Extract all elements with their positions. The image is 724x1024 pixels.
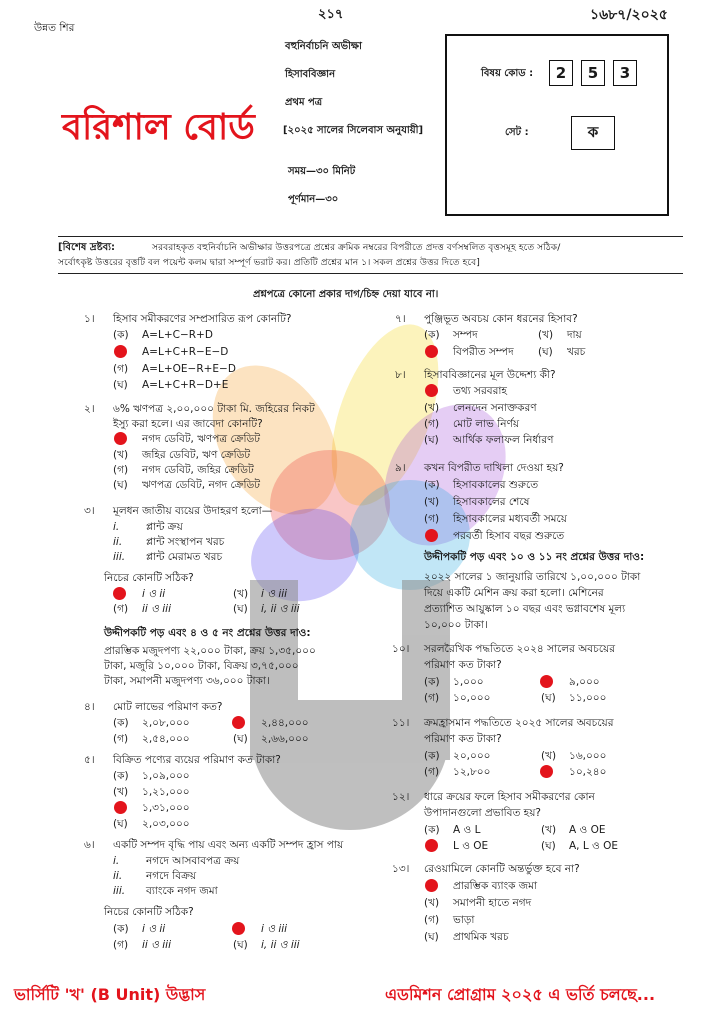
item-key: iii. xyxy=(113,885,126,897)
option-key: (ঘ) xyxy=(233,733,248,745)
option-key: (ঘ) xyxy=(113,379,128,391)
question-number: ৮। xyxy=(395,369,406,381)
option-text: ১,০৯,০০০ xyxy=(142,770,190,782)
item-text: নগদে বিক্রয় xyxy=(146,870,197,882)
option-text: মোট লাভ নির্ণয় xyxy=(453,418,520,430)
question-text: পরিমাণ কত টাকা? xyxy=(424,733,502,745)
option-text: ২,৬৬,০০০ xyxy=(261,733,309,745)
question-number: ১১। xyxy=(392,717,410,729)
option-key: (ঘ) xyxy=(541,692,556,704)
question-text: ক্রমহ্রাসমান পদ্ধতিতে ২০২৫ সালের অবচয়ের xyxy=(424,717,614,729)
subject-code-label: বিষয় কোড : xyxy=(481,68,534,79)
option-key: (ঘ) xyxy=(113,818,128,830)
option-text: হিসাবকালের মধ্যবর্তী সময়ে xyxy=(453,513,567,525)
option-key: (গ) xyxy=(424,513,440,525)
question-number: ১৩। xyxy=(392,863,410,875)
option-key: (ক) xyxy=(113,770,129,782)
stimulus-line: প্রারম্ভিক মজুদপণ্য ২২,০০০ টাকা, ক্রয় ১,৩৫,০০০ xyxy=(104,645,316,657)
option-key: (ক) xyxy=(113,717,129,729)
instruction-line: সর্বোৎকৃষ্ট উত্তরের বৃত্তটি বল পয়েন্ট কলম দ্বারা সম্পূর্ণ ভরাট কর। প্রতিটি প্রশ্নের মান ১। সকল প্রশ্নের উত্তর দিতে হবে] xyxy=(58,257,480,268)
option-text: ২,৫৪,০০০ xyxy=(142,733,190,745)
option-key: (ক) xyxy=(424,676,440,688)
option-text: ১২,৮০০ xyxy=(453,766,491,778)
answer-marked-dot xyxy=(113,587,126,600)
item-key: ii. xyxy=(113,536,123,548)
stimulus-lead: উদ্দীপকটি পড় এবং ৪ ও ৫ নং প্রশ্নের উত্তর দাও: xyxy=(104,627,311,639)
answer-marked-dot xyxy=(232,716,245,729)
question-number: ৭। xyxy=(395,313,406,325)
time-allowed: সময়—৩০ মিনিট xyxy=(288,166,356,177)
question-text: মূলধন জাতীয় ব্যয়ের উদাহরণ হলো— xyxy=(113,505,273,517)
option-text: দায় xyxy=(567,329,582,341)
option-text: A=L+C−R+D xyxy=(142,329,213,341)
option-text: ২,০৮,০০০ xyxy=(142,717,190,729)
page-number: ২১৭ xyxy=(318,7,344,22)
question-text: হিসাব সমীকরণের সম্প্রসারিত রূপ কোনটি? xyxy=(113,313,292,325)
option-text: ১১,০০০ xyxy=(569,692,607,704)
option-text: হিসাবকালের শুরুতে xyxy=(453,479,539,491)
question-number: ৫। xyxy=(84,754,95,766)
option-text: তথ্য সরবরাহ xyxy=(453,385,507,397)
option-text: ii ও iii xyxy=(142,603,171,615)
option-key: (ক) xyxy=(113,329,129,341)
option-text: নগদ ডেবিট, জহির ক্রেডিট xyxy=(142,464,254,476)
answer-marked-dot xyxy=(540,765,553,778)
item-key: iii. xyxy=(113,551,126,563)
which-correct: নিচের কোনটি সঠিক? xyxy=(104,906,194,918)
option-key: (ঘ) xyxy=(233,603,248,615)
option-key: (ক) xyxy=(424,750,440,762)
option-key: (গ) xyxy=(424,914,440,926)
option-key: (ঘ) xyxy=(424,931,439,943)
stimulus-line: টাকা, মজুরি ১০,০০০ টাকা, বিক্রয় ৩,৭৫,০০০ xyxy=(104,660,299,672)
option-text: লেনদেন সনাক্তকরণ xyxy=(453,402,537,414)
instruction-prefix: [বিশেষ দ্রষ্টব্য: xyxy=(58,242,116,253)
option-key: (খ) xyxy=(424,897,440,909)
paper-name: প্রথম পত্র xyxy=(285,97,323,108)
option-key: (খ) xyxy=(424,402,440,414)
subject-code-digit: 3 xyxy=(613,60,637,86)
answer-marked-dot xyxy=(114,345,127,358)
header-left-label: উন্নত শির xyxy=(34,22,75,34)
option-key: (ঘ) xyxy=(113,479,128,491)
option-text: হিসাবকালের শেষে xyxy=(453,496,530,508)
stimulus-line: টাকা, সমাপনী মজুদপণ্য ৩৬,০০০ টাকা। xyxy=(104,675,270,687)
option-key: (খ) xyxy=(538,329,554,341)
instruction-line: সরবরাহকৃত বহুনির্বাচনি অভীক্ষার উত্তরপত্রে প্রশ্নের ক্রমিক নম্বরের বিপরীতে প্রদত্ত বর্ণসম্বলিত বৃত্তসমূহ হতে সঠিক/ xyxy=(152,242,561,253)
item-key: i. xyxy=(113,855,120,867)
option-key: (ক) xyxy=(113,923,129,935)
subject-code-digit: 2 xyxy=(549,60,573,86)
option-text: প্রাথমিক খরচ xyxy=(453,931,509,943)
question-number: ৩। xyxy=(84,505,95,517)
option-key: (খ) xyxy=(541,750,557,762)
option-key: (ক) xyxy=(424,824,440,836)
warning-text: প্রশ্নপত্রে কোনো প্রকার দাগ/চিহ্ন দেয়া যাবে না। xyxy=(253,289,439,300)
item-key: ii. xyxy=(113,870,123,882)
answer-marked-dot xyxy=(425,345,438,358)
option-key: (গ) xyxy=(113,363,129,375)
question-number: ১২। xyxy=(392,791,410,803)
option-text: সম্পদ xyxy=(453,329,478,341)
item-text: নগদে আসবাবপত্র ক্রয় xyxy=(146,855,240,867)
option-text: i ও iii xyxy=(261,588,288,600)
option-text: খরচ xyxy=(567,346,586,358)
serial-number: ১৬৮৭/২০২৫ xyxy=(590,7,668,23)
option-text: ঋণপত্র ডেবিট, নগদ ক্রেডিট xyxy=(142,479,260,491)
option-text: ১,৩১,০০০ xyxy=(142,802,190,814)
option-text: বিপরীত সম্পদ xyxy=(453,346,514,358)
option-text: i, ii ও iii xyxy=(261,603,300,615)
item-text: প্লান্ট মেরামত খরচ xyxy=(146,551,223,563)
option-key: (ঘ) xyxy=(538,346,553,358)
option-text: ১০,২৪০ xyxy=(569,766,607,778)
option-text: ২০,০০০ xyxy=(453,750,491,762)
subject-name: হিসাববিজ্ঞান xyxy=(285,69,336,80)
option-key: (ক) xyxy=(424,329,440,341)
option-key: (ঘ) xyxy=(424,434,439,446)
answer-marked-dot xyxy=(114,801,127,814)
stimulus-line: ২০২২ সালের ১ জানুয়ারি তারিখে ১,০০,০০০ টাকা xyxy=(424,571,641,583)
option-text: ১৬,০০০ xyxy=(569,750,607,762)
option-text: ভাড়া xyxy=(453,914,475,926)
item-text: ব্যাংকে নগদ জমা xyxy=(146,885,218,897)
item-key: i. xyxy=(113,521,120,533)
answer-marked-dot xyxy=(232,922,245,935)
question-number: ৪। xyxy=(84,701,95,713)
option-key: (খ) xyxy=(113,449,129,461)
stimulus-line: ১০,০০০ টাকা। xyxy=(424,619,488,631)
option-text: A=L+OE−R+E−D xyxy=(142,363,236,375)
footer-right-promo: এডমিশন প্রোগ্রাম ২০২৫ এ ভর্তি চলছে... xyxy=(385,985,656,1004)
question-text: ইস্যু করা হলে। এর জাবেদা কোনটি? xyxy=(113,418,263,430)
answer-marked-dot xyxy=(540,675,553,688)
board-title: বরিশাল বোর্ড xyxy=(62,107,255,148)
option-text: প্রারম্ভিক ব্যাংক জমা xyxy=(453,880,538,892)
option-text: i ও iii xyxy=(261,923,288,935)
option-text: A=L+C+R−D+E xyxy=(142,379,229,391)
answer-marked-dot xyxy=(425,839,438,852)
option-text: A, L ও OE xyxy=(569,840,619,852)
option-text: ১,২১,০০০ xyxy=(142,786,190,798)
question-text: উপাদানগুলো প্রভাবিত হয়? xyxy=(424,807,541,819)
option-text: আর্থিক ফলাফল নির্ধারণ xyxy=(453,434,554,446)
question-text: ধারে ক্রয়ের ফলে হিসাব সমীকরণের কোন xyxy=(424,791,595,803)
option-key: (গ) xyxy=(113,464,129,476)
stimulus-line: দিয়ে একটি মেশিন ক্রয় করা হলো। মেশিনের xyxy=(424,587,604,599)
answer-marked-dot xyxy=(425,529,438,542)
question-text: ৬% ঋণপত্র ২,০০,০০০ টাকা মি. জহিরের নিকট xyxy=(113,403,315,415)
option-key: (খ) xyxy=(233,588,249,600)
syllabus-note: [২০২৫ সালের সিলেবাস অনুযায়ী] xyxy=(283,125,424,136)
option-key: (গ) xyxy=(424,766,440,778)
set-value: ক xyxy=(571,116,615,150)
exam-type: বহুনির্বাচনি অভীক্ষা xyxy=(285,41,362,52)
option-text: A ও L xyxy=(453,824,481,836)
question-number: ১। xyxy=(84,313,95,325)
option-key: (ঘ) xyxy=(541,840,556,852)
option-text: A=L+C+R−E−D xyxy=(142,346,229,358)
question-text: হিসাববিজ্ঞানের মূল উদ্দেশ্য কী? xyxy=(424,369,556,381)
option-key: (গ) xyxy=(113,733,129,745)
question-text: পরিমাণ কত টাকা? xyxy=(424,659,502,671)
option-text: i, ii ও iii xyxy=(261,939,300,951)
question-text: সরলরৈখিক পদ্ধতিতে ২০২৪ সালের অবচয়ের xyxy=(424,643,616,655)
question-text: বিক্রিত পণ্যের ব্যয়ের পরিমাণ কত টাকা? xyxy=(113,754,281,766)
option-text: i ও ii xyxy=(142,923,166,935)
item-text: প্লান্ট সংস্থাপন খরচ xyxy=(146,536,225,548)
option-text: ৯,০০০ xyxy=(569,676,600,688)
which-correct: নিচের কোনটি সঠিক? xyxy=(104,572,194,584)
question-number: ৬। xyxy=(84,839,95,851)
option-key: (ঘ) xyxy=(233,939,248,951)
option-key: (গ) xyxy=(113,603,129,615)
option-key: (গ) xyxy=(113,939,129,951)
option-key: (খ) xyxy=(424,496,440,508)
option-text: সমাপনী হাতে নগদ xyxy=(453,897,532,909)
option-key: (গ) xyxy=(424,692,440,704)
item-text: প্লান্ট ক্রয় xyxy=(146,521,183,533)
option-text: পরবর্তী হিসাব বছর শুরুতে xyxy=(453,530,565,542)
full-marks: পূর্ণমান—৩০ xyxy=(288,194,339,205)
option-key: (গ) xyxy=(424,418,440,430)
option-key: (খ) xyxy=(113,786,129,798)
answer-marked-dot xyxy=(425,384,438,397)
option-key: (খ) xyxy=(541,824,557,836)
option-text: ১,০০০ xyxy=(453,676,484,688)
question-text: রেওয়ামিলে কোনটি অন্তর্ভুক্ত হবে না? xyxy=(424,863,580,875)
option-text: নগদ ডেবিট, ঋণপত্র ক্রেডিট xyxy=(142,433,260,445)
option-text: ২,৪৪,০০০ xyxy=(261,717,309,729)
subject-code-digit: 5 xyxy=(581,60,605,86)
option-text: L ও OE xyxy=(453,840,489,852)
option-text: ১০,০০০ xyxy=(453,692,491,704)
question-number: ২। xyxy=(84,403,95,415)
option-key: (ক) xyxy=(424,479,440,491)
question-text: মোট লাভের পরিমাণ কত? xyxy=(113,701,223,713)
set-label: সেট : xyxy=(505,127,529,138)
answer-marked-dot xyxy=(425,879,438,892)
stimulus-line: প্রত্যাশিত আয়ুষ্কাল ১০ বছর এবং ভগ্নাবশেষ মূল্য xyxy=(424,603,626,615)
option-text: ii ও iii xyxy=(142,939,171,951)
option-text: জহির ডেবিট, ঋণ ক্রেডিট xyxy=(142,449,251,461)
question-text: একটি সম্পদ বৃদ্ধি পায় এবং অন্য একটি সম্পদ হ্রাস পায় xyxy=(113,839,344,851)
option-text: i ও ii xyxy=(142,588,166,600)
question-number: ৯। xyxy=(395,462,406,474)
answer-marked-dot xyxy=(114,432,127,445)
option-text: A ও OE xyxy=(569,824,606,836)
question-number: ১০। xyxy=(392,643,410,655)
footer-left-promo: ভার্সিটি 'খ' (B Unit) উদ্ভাস xyxy=(14,985,206,1004)
question-text: কখন বিপরীত দাখিলা দেওয়া হয়? xyxy=(424,462,564,474)
question-text: পুঞ্জিভূত অবচয় কোন ধরনের হিসাব? xyxy=(424,313,578,325)
stimulus-lead: উদ্দীপকটি পড় এবং ১০ ও ১১ নং প্রশ্নের উত্তর দাও: xyxy=(424,551,645,563)
option-text: ২,০৩,০০০ xyxy=(142,818,190,830)
